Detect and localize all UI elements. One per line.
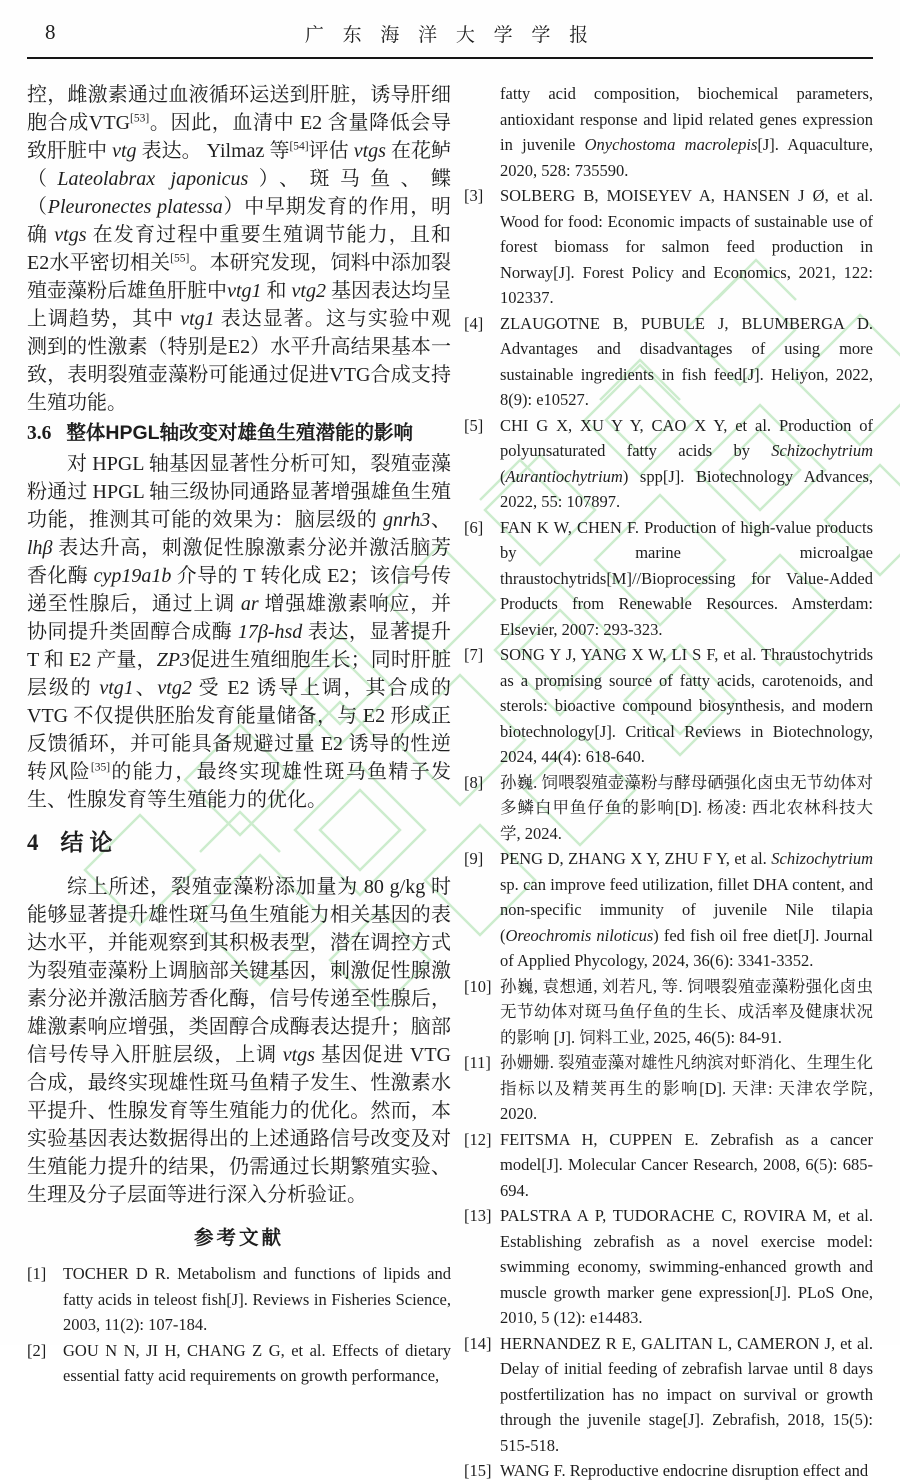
reference-label: [8] [464, 772, 484, 792]
reference-label: [7] [464, 645, 484, 664]
text-run: 评估 [308, 140, 354, 162]
italic-term: Pleuronectes platessa [47, 196, 223, 218]
text-run: CHI G X, XU Y Y, CAO X Y, et al. Production of polyunsaturated fatty acids by [500, 415, 873, 460]
reference-item [464, 1331, 873, 1459]
text-run: ) fed fish oil free diet[J]. Journal of Applied Phycology, 2024, 36(6): 3341-3352. [500, 925, 874, 970]
italic-term: ZP3 [156, 649, 190, 671]
text-run: 。因此，血清中 E2 含量降低会导致肝脏中 [27, 112, 452, 162]
heading-number: 4 [27, 830, 39, 855]
reference-item [464, 311, 873, 413]
italic-term: vtgs [353, 140, 386, 162]
italic-term: lhβ [27, 537, 53, 559]
text-run: 、 [133, 677, 158, 699]
text-run: HERNANDEZ R E, GALITAN L, CAMERON J, et al. Delay of initial feeding of zebrafish larvae until 8 days postfertilization has no impact on survival or growth through the juvenile stage[J]. Zebrafish, 2018, 15(5): 515-518. [500, 1333, 873, 1455]
paragraph [27, 81, 451, 417]
reference-label: [10] [464, 976, 492, 996]
text-run: WANG F. Reproductive endocrine disruption effect and [500, 1461, 869, 1480]
italic-term: Onychostoma macrolepis [584, 135, 758, 154]
text-run: FAN K W, CHEN F. Production of high-value products by marine microalgae thraustochytrids[M]//Bioprocessing for Value-Added Products from Renewable Resources. Amsterdam: Elsevier, 2007: 293-323. [500, 517, 873, 639]
text-run: ( [500, 466, 506, 486]
references-heading: 参考文献 [193, 1227, 284, 1249]
text-run: GOU N N, JI H, CHANG Z G, et al. Effects of dietary essential fatty acid requirements on growth performance, [63, 1340, 451, 1385]
conclusion-heading [27, 827, 451, 859]
text-run: PALSTRA A P, TUDORACHE C, ROVIRA M, et al. Establishing zebrafish as a novel exercise model: swimming economy, swimming-enhanced growth and muscle growth marker gene expression[J]. PLoS One, 2010, 5 (12): e14483. [500, 1206, 873, 1327]
text-run: 表达升高，刺激促性腺激素分泌并激活脑芳香化酶 [27, 537, 451, 587]
italic-term: vtg1 [180, 308, 215, 330]
text-run: 控，雌激素通过血液循环运送到肝脏，诱导肝细胞合成VTG [27, 84, 451, 134]
reference-item [464, 1203, 873, 1331]
reference-label: [4] [464, 313, 484, 333]
italic-term: Schizochytrium [771, 849, 873, 868]
italic-term: cyp19a1b [93, 565, 172, 587]
italic-term: vtg2 [157, 677, 192, 699]
reference-label: [6] [464, 517, 484, 537]
reference-item [27, 1261, 451, 1338]
heading-title: 整体HPGL轴改变对雄鱼生殖潜能的影响 [66, 422, 414, 444]
text-run: SOLBERG B, MOISEYEV A, HANSEN J Ø, et al. Wood for food: Economic impacts of sustainable use of forest biomass for salmon feed production in Norway[J]. Forest Policy and Economics, 2021, 122: 102337. [500, 186, 873, 307]
italic-term: Lateolabrax japonicus [57, 168, 249, 190]
italic-term: 17β-hsd [237, 621, 303, 643]
text-run: 和 [261, 280, 292, 302]
reference-label: [11] [464, 1053, 491, 1072]
text-run: ）、斑马鱼、鲽（ [27, 168, 452, 218]
reference-item [464, 515, 873, 643]
text-run: 表达，显著提升 T 和 E2 产量， [27, 621, 452, 671]
citation-superscript: [53] [130, 112, 150, 125]
text-run: 孙姗姗. 裂殖壶藻对雄性凡纳滨对虾消化、生理生化指标以及精荚再生的影响[D]. 天津: 天津农学院, 2020. [500, 1053, 873, 1123]
reference-continuation [464, 81, 873, 183]
italic-term: Aurantiochytrium [505, 466, 623, 486]
text-run: fatty acid composition, biochemical parameters, antioxidant response and lipid related genes expression in juvenile [500, 84, 873, 154]
reference-item [464, 1458, 873, 1484]
right-column [464, 81, 873, 1484]
text-run: [J]. Aquaculture, 2020, 528: 735590. [500, 135, 873, 180]
text-run: TOCHER D R. Metabolism and functions of lipids and fatty acids in teleost fish[J]. Reviews in Fisheries Science, 2003, 11(2): 107-184. [63, 1264, 451, 1334]
reference-item [464, 846, 873, 974]
reference-label: [9] [464, 849, 484, 868]
text-run: 对 HPGL 轴基因显著性分析可知，裂殖壶藻粉通过 HPGL 轴三级协同通路显著增强雄鱼生殖功能，推测其可能的效果为：脑层级的 [27, 453, 451, 531]
reference-label: [1] [27, 1264, 47, 1283]
italic-term: gnrh3 [382, 509, 431, 531]
left-column [27, 81, 451, 1484]
reference-item [27, 1338, 451, 1389]
paragraph [27, 450, 451, 814]
italic-term: vtgs [282, 1044, 315, 1066]
text-run: ）中早期发育的作用，明确 [27, 196, 452, 246]
reference-label: [5] [464, 415, 484, 435]
citation-superscript: [55] [170, 252, 190, 265]
reference-label: [12] [464, 1129, 492, 1149]
text-run: ) spp[J]. Biotechnology Advances, 2022, 55: 107897. [500, 466, 873, 511]
text-run: 表达显著。这与实验中观测到的性激素（特别是E2）水平升高结果基本一致，表明裂殖壶藻粉可能通过促进VTG合成支持生殖功能。 [27, 308, 452, 414]
text-run: 孙巍, 袁想通, 刘若凡, 等. 饲喂裂殖壶藻粉强化卤虫无节幼体对斑马鱼仔鱼的生长、成活率及健康状况的影响 [J]. 饲料工业, 2025, 46(5): 84-91. [500, 976, 873, 1047]
reference-label: [2] [27, 1340, 47, 1360]
heading-title: 结论 [60, 830, 119, 855]
citation-superscript: [54] [289, 140, 309, 153]
reference-item [464, 1127, 873, 1204]
text-run: 增强雄激素响应，并协同提升类固醇合成酶 [27, 593, 452, 643]
reference-item [464, 642, 873, 770]
italic-term: vtg1 [99, 677, 134, 699]
text-run: 在花鲈（ [27, 140, 452, 190]
reference-item [464, 1050, 873, 1127]
text-run: 介导的 T 转化成 E2；该信号传递至性腺后，通过上调 [27, 565, 451, 615]
italic-term: vtg [112, 140, 137, 162]
reference-item [464, 183, 873, 311]
citation-superscript: [35] [90, 761, 111, 774]
italic-term: vtg2 [291, 280, 326, 302]
text-run: 在发育过程中重要生殖调节能力，且和E2水平密切相关 [27, 224, 452, 274]
italic-term: vtg1 [227, 280, 262, 302]
italic-term: ar [240, 593, 259, 615]
page-body [0, 59, 900, 1484]
text-run: 。本研究发现，饲料中添加裂殖壶藻粉后雄鱼肝脏中 [27, 252, 452, 302]
text-run: 基因促进 VTG 合成，最终实现雄性斑马鱼精子发生、性激素水平提升、性腺发育等生殖能力的优化。然而，本实验基因表达数据得出的上述通路信号改变及对生殖能力提升的结果，仍需通过长期繁殖实验、生理及分子层面等进行深入分析验证。 [27, 1044, 452, 1206]
page-number: 8 [45, 20, 56, 44]
reference-item [464, 413, 873, 515]
italic-term: vtgs [54, 224, 87, 246]
reference-item [464, 770, 873, 847]
reference-label: [15] [464, 1461, 492, 1480]
subsection-heading [27, 418, 451, 449]
text-run: PENG D, ZHANG X Y, ZHU F Y, et al. [500, 849, 772, 868]
text-run: SONG Y J, YANG X W, LI S F, et al. Thraustochytrids as a promising source of fatty acids, carotenoids, and sterols: bioactive compound biosynthesis, and modern biotechnology[J]. Critical Reviews in Biotechnology, 2024, 44(4): 618-640. [500, 645, 873, 766]
text-run: 基因表达均呈上调趋势，其中 [27, 280, 452, 330]
paragraph [27, 873, 451, 1209]
text-run: sp. can improve feed utilization, fillet DHA content, and non-specific immunity of juvenile Nile tilapia ( [500, 874, 873, 945]
heading-number: 3.6 [27, 423, 52, 444]
text-run: FEITSMA H, CUPPEN E. Zebrafish as a cancer model[J]. Molecular Cancer Research, 2008, 6(5): 685-694. [500, 1129, 873, 1200]
text-run: 表达。 Yilmaz 等 [136, 140, 290, 162]
italic-term: Schizochytrium [771, 441, 873, 460]
reference-item [464, 974, 873, 1051]
text-run: 促进生殖细胞生长；同时肝脏层级的 [27, 649, 451, 699]
journal-title: 广 东 海 洋 大 学 学 报 [304, 25, 596, 46]
text-run: 的能力，最终实现雄性斑马鱼精子发生、性腺发育等生殖能力的优化。 [27, 761, 452, 811]
italic-term: Oreochromis niloticus [505, 925, 654, 945]
reference-label: [3] [464, 186, 484, 205]
text-run: 受 E2 诱导上调，其合成的 VTG 不仅提供胚胎发育能量储备，与 E2 形成正反馈循环，并可能具备规避过量 E2 诱导的性逆转风险 [27, 677, 451, 783]
page-header [0, 0, 900, 57]
text-run: 、 [430, 509, 451, 531]
reference-label: [14] [464, 1333, 492, 1353]
text-run: 综上所述，裂殖壶藻粉添加量为 80 g/kg 时能够显著提升雄性斑马鱼生殖能力相关基因的表达水平，并能观察到其积极表型，潜在调控方式为裂殖壶藻粉上调脑部关键基因，刺激促性腺激素分泌并激活脑芳香化酶，信号传递至性腺后，雄激素响应增强，类固醇合成酶表达提升；脑部信号传导入肝脏层级，上调 [27, 876, 451, 1066]
text-run: ZLAUGOTNE B, PUBULE J, BLUMBERGA D. Advantages and disadvantages of using more sustainable ingredients in fish feed[J]. Heliyon, 2022, 8(9): e10527. [500, 313, 873, 409]
reference-label: [13] [464, 1206, 492, 1225]
text-run: 孙巍. 饲喂裂殖壶藻粉与酵母硒强化卤虫无节幼体对多鳞白甲鱼仔鱼的影响[D]. 杨凌: 西北农林科技大学, 2024. [500, 772, 873, 843]
